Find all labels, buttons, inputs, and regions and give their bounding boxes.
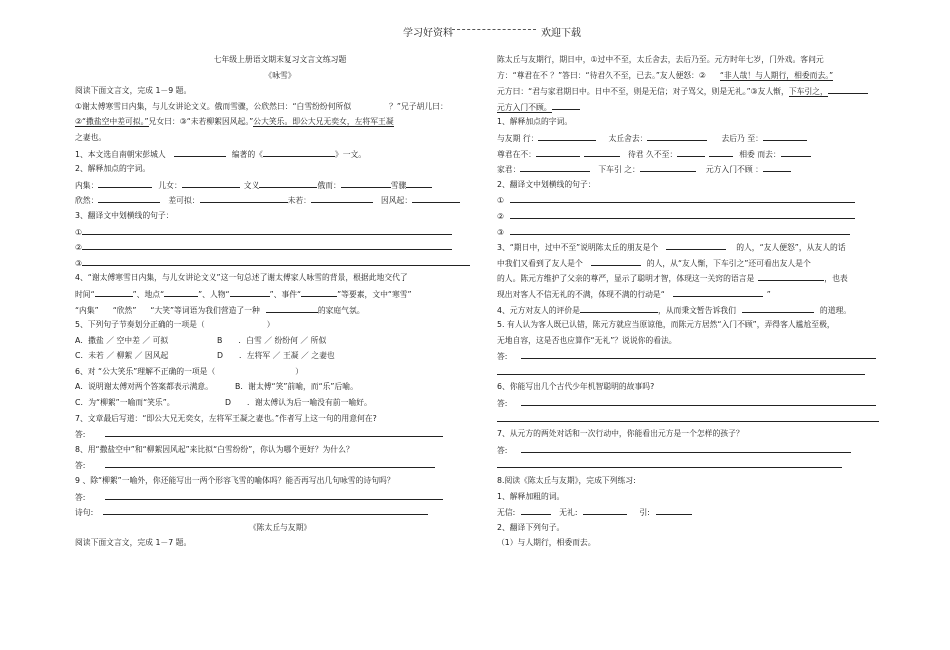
instructions-1: 阅读下面文言文，完成 1－9 题。 [75, 86, 192, 96]
option-b[interactable]: ．白雪 ／ 纷纷何 ／ 所似 [238, 335, 327, 345]
translation-line-3 [75, 255, 485, 271]
answer-line[interactable] [82, 224, 452, 235]
answer-line[interactable] [497, 411, 879, 422]
blank-field[interactable] [95, 286, 133, 297]
blank-field[interactable] [538, 130, 596, 141]
circle-number: ② [497, 211, 504, 221]
blank-field[interactable] [763, 161, 791, 172]
question-5-line-2: 无地自容，这是否也应算作“无礼”？说说你的看法。 [497, 335, 677, 345]
q4-text: “内集” [75, 305, 99, 315]
question-3-line-3 [497, 270, 899, 286]
question-8-2: 2、翻译下列句子。 [497, 522, 565, 532]
passage-text: 方：“尊君在不 ？”答曰：“待君久不至，已去。”友人便怒：② [497, 70, 706, 80]
blank-field[interactable] [174, 146, 226, 157]
translation-line-2 [497, 208, 899, 224]
q4-text: ”、人物“ [198, 289, 230, 299]
q4-text: ”、地点“ [132, 289, 165, 299]
answer-row-8 [75, 457, 485, 473]
poem-row [75, 504, 485, 520]
passage-line-1: 陈太丘与友期行，期日中，①过中不至，太丘舍去，去后乃至。元方时年七岁，门外戏。客问元 [497, 55, 824, 64]
circle-number: ③ [497, 227, 504, 237]
term-label: 太丘舍去： [608, 133, 648, 143]
blank-field[interactable] [520, 161, 590, 172]
answer-line[interactable] [105, 426, 443, 437]
blank-field[interactable] [781, 146, 811, 157]
circle-number: ① [75, 227, 82, 237]
answer-line[interactable] [82, 239, 452, 250]
term-label: 文义 [243, 180, 260, 190]
blank-field[interactable] [677, 146, 705, 157]
header-right-text: 欢迎下载 [541, 28, 581, 39]
passage-text: ？”兄子胡儿曰： [389, 101, 448, 111]
term-label: 下车引 之： [598, 165, 640, 175]
term-label: 差可拟： [168, 196, 200, 206]
section-title-yongxue: 《咏雪》 [264, 70, 296, 80]
underline-segment [828, 83, 868, 94]
passage-line-3 [497, 83, 899, 99]
q3-text: 3、“期日中，过中不至”说明陈太丘的朋友是个 [497, 243, 659, 253]
answer-line[interactable] [521, 348, 876, 359]
blank-field[interactable] [640, 161, 696, 172]
circle-number: ③ [75, 258, 82, 268]
q3-text: 中我们又看到了友人是个 [497, 258, 583, 268]
q5-text: ） [266, 320, 275, 330]
blank-field[interactable] [584, 146, 620, 157]
circle-number: ② [75, 243, 82, 253]
q4-text: 4、元方对友人的评价是 [497, 305, 580, 315]
term-label: 内集： [75, 180, 99, 190]
blank-field[interactable] [709, 146, 733, 157]
answer-row-6 [497, 395, 899, 411]
passage-line-3: 之妻也。 [75, 132, 107, 142]
q1-text: 1、本文选自南朝宋彭城人 [75, 149, 166, 159]
question-9: 9 、除“柳絮”一喻外，你还能写出一两个形容飞雪的喻体吗？能否再写出几句咏雪的诗句吗？ [75, 476, 395, 486]
blank-field[interactable] [763, 130, 807, 141]
q3-text: ” [766, 289, 771, 299]
blank-field[interactable] [164, 286, 198, 297]
q5-options-ab [75, 333, 485, 349]
underlined-sentence-2: “非人哉！与人期行，相委而去。” [719, 70, 834, 80]
option-d-label[interactable]: D [217, 351, 224, 361]
page-header [0, 24, 950, 40]
answer-label: 答: [497, 445, 508, 455]
instructions-2: 阅读下面文言文，完成 1－7 题。 [75, 538, 192, 548]
r3-row [497, 161, 899, 177]
blank-field[interactable] [647, 130, 707, 141]
blank-field[interactable] [656, 504, 692, 515]
question-1: 1、解释加点的字词。 [497, 117, 573, 127]
option-c[interactable]: C．未若 ／ 柳絮 ／ 因风起 [75, 351, 169, 361]
right-column [497, 52, 899, 551]
question-3-line-2 [497, 255, 899, 271]
term-label: 相委 而去： [739, 149, 781, 159]
q1-text: 编著的《 [231, 149, 263, 159]
term-label: 俄而： [317, 180, 341, 190]
blank-field[interactable] [200, 192, 288, 203]
question-2: 2、翻译文中划横线的句子： [497, 179, 596, 189]
question-6: 6、你能写出几个古代少年机智聪明的故事吗? [497, 382, 655, 392]
answer-label: 答: [75, 461, 86, 471]
left-column [75, 52, 485, 551]
q3-text: 的人，从“友人惭，下车引之”还可看出友人是个 [646, 258, 811, 268]
question-4-line-2 [75, 286, 485, 302]
blank-field[interactable] [301, 286, 337, 297]
question-3-line-1 [497, 239, 899, 255]
q4-text: “大笑”等词语为我们营造了一种 [150, 305, 260, 315]
blank-field[interactable] [266, 302, 318, 313]
q2-row-2 [75, 192, 485, 208]
r1-row [497, 130, 899, 146]
q3-text: ，也表 [824, 274, 848, 284]
answer-line[interactable] [510, 192, 855, 203]
blank-field[interactable] [580, 302, 658, 313]
answer-line[interactable] [510, 224, 850, 235]
translation-line-3 [497, 224, 899, 240]
poem-label: 诗句: [75, 508, 94, 518]
term-label: 与友期 行： [497, 133, 539, 143]
answer-row-7 [497, 442, 899, 458]
blank-field[interactable] [263, 146, 335, 157]
blank-field[interactable] [412, 192, 460, 203]
question-4-line-1: 4、“谢太傅寒雪日内集，与儿女讲论文义”这一句总述了谢太傅家人咏雪的背景，根据此地交代了 [75, 273, 408, 283]
blank-field[interactable] [341, 177, 391, 188]
answer-label: 答: [75, 492, 86, 502]
q6-options-cd [75, 395, 485, 411]
answer-line[interactable] [497, 364, 865, 375]
term-label: 儿女： [158, 180, 182, 190]
blank-field[interactable] [406, 177, 432, 188]
worksheet-title: 七年级上册语文期末复习文言文练习题 [213, 55, 347, 64]
answer-line[interactable] [105, 457, 435, 468]
answer-line[interactable] [521, 395, 876, 406]
q3-text: 的人。陈元方维护了父亲的尊严，显示了聪明才智，体现这一关窍的语言是 [497, 274, 755, 284]
q8-words-row [497, 504, 899, 520]
answer-line[interactable] [521, 442, 851, 453]
question-3: 3、翻译文中划横线的句子： [75, 210, 174, 220]
answer-row-6b [497, 411, 899, 427]
q4-text: ，从而秉文暂告诉我们 [657, 305, 736, 315]
blank-field[interactable] [521, 504, 551, 515]
question-5-line-1: 5. 有人认为客人既已认错，陈元方就应当原谅他，而陈元方居然“入门不顾”，弄得客人尴尬至极， [497, 320, 835, 330]
passage-text: ①谢太傅寒雪日内集，与儿女讲论文义。俄而雪骤，公欣然曰：“白雪纷纷何所似 [75, 101, 352, 111]
answer-row-7b [497, 457, 899, 473]
blank-field[interactable] [591, 255, 641, 266]
option-a[interactable]: A．说明谢太傅对两个答案都表示满意。 [75, 382, 213, 392]
passage-text: 兄女曰：③“未若柳絮因风起。” [148, 117, 254, 127]
q1-text: 》一文。 [334, 149, 367, 159]
question-1 [75, 146, 485, 162]
blank-field[interactable] [182, 177, 240, 188]
q5-text: 5、下列句子节奏划分正确的一项是（ [75, 320, 205, 330]
question-8-1: 1、解释加粗的词。 [497, 491, 565, 501]
answer-label: 答: [497, 399, 508, 409]
term-label: 待君 久不至： [627, 149, 678, 159]
q3-text: 现出对客人不信无礼的不满，体现不满的行动是“ [497, 289, 665, 299]
answer-label: 答: [497, 352, 508, 362]
option-d[interactable]: ．谢太傅认为后一喻没有前一喻好。 [247, 398, 372, 408]
blank-field[interactable] [758, 270, 824, 281]
answer-row-7 [75, 426, 485, 442]
q4-text: ”、事件“ [269, 289, 302, 299]
question-4-line-3 [75, 302, 485, 318]
blank-field[interactable] [311, 192, 373, 203]
q2-row-1 [75, 177, 485, 193]
answer-line[interactable] [82, 255, 470, 266]
q6-options-ab [75, 379, 485, 395]
section-title-chentaiqiu: 《陈太丘与友期》 [248, 522, 312, 532]
question-7: 7、从元方的两处对话和一次行动中，你能看出元方是一个怎样的孩子？ [497, 429, 744, 439]
question-8: 8.阅读《陈太丘与友期》，完成下列练习: [497, 476, 636, 486]
answer-row-5b [497, 364, 899, 380]
q6-text: ） [295, 366, 304, 376]
term-label: 无礼: [559, 508, 578, 518]
answer-line[interactable] [510, 208, 855, 219]
answer-row-5a [497, 348, 899, 364]
underlined-sentence-1: ②“撒盐空中差可拟。” [75, 117, 149, 127]
header-dash-line [452, 29, 536, 30]
passage-line-4 [497, 99, 899, 115]
question-3-line-4 [497, 286, 899, 302]
option-a[interactable]: A．撒盐 ／ 空中差 ／ 可拟 [75, 335, 169, 345]
answer-line[interactable] [103, 504, 428, 515]
underlined-sentence-3: 公大笑乐。即公大兄无奕女，左将军王凝 [253, 117, 394, 127]
passage-line-2 [497, 68, 899, 84]
blank-field[interactable] [98, 192, 160, 203]
term-label: 元方入门不顾 ： [705, 165, 763, 175]
q4-text: 的家庭气氛。 [317, 305, 365, 315]
underlined-sentence-3: 下车引之， [788, 87, 828, 97]
term-label: 因风起： [380, 196, 413, 206]
term-label: 欣然： [75, 196, 99, 206]
blank-field[interactable] [673, 286, 763, 297]
term-label: 去后乃 至： [721, 133, 763, 143]
option-d[interactable]: ．左将军 ／ 王凝 ／ 之妻也 [239, 351, 335, 361]
blank-field[interactable] [98, 177, 152, 188]
question-8: 8、用“撒盐空中”和“柳絮因风起”来比拟“白雪纷纷”，你认为哪个更好？为什么？ [75, 444, 354, 454]
question-6 [75, 364, 485, 380]
underlined-sentence-3b: 元方入门不顾。 [497, 102, 552, 112]
translation-line-2 [75, 239, 485, 255]
blank-field[interactable] [536, 146, 580, 157]
underline-segment [552, 99, 580, 110]
q4-text: “欣然” [112, 305, 137, 315]
term-label: 家君： [497, 165, 521, 175]
q4-text: 的道理。 [819, 305, 852, 315]
passage-line-2 [75, 114, 485, 130]
blank-field[interactable] [666, 239, 726, 250]
q4-text: ”等要素，文中“寒雪” [337, 289, 412, 299]
term-label: 引: [639, 508, 650, 518]
question-7: 7、文章最后写道：“即公大兄无奕女，左将军王凝之妻也。”作者写上这一句的用意何在? [75, 413, 377, 423]
q4-text: 时间“ [75, 289, 95, 299]
blank-field[interactable] [259, 177, 317, 188]
passage-line-1 [75, 99, 485, 115]
option-c[interactable]: C．为“柳絮”一喻而“笑乐”。 [75, 398, 175, 408]
question-8-2-1: （1）与人期行，相委而去。 [497, 538, 596, 548]
translation-line-1 [497, 192, 899, 208]
q5-options-cd [75, 348, 485, 364]
passage-text: 元方曰：“君与家君期日中。日中不至，则是无信；对子骂父，则是无礼。”③友人惭， [497, 87, 789, 97]
answer-label: 答: [75, 430, 86, 440]
option-b[interactable]: B．谢太傅“笑”前喻，而“乐”后喻。 [235, 382, 358, 392]
header-left-text: 学习好资料 [403, 28, 453, 39]
option-d-label[interactable]: D [225, 398, 232, 408]
answer-row-9 [75, 489, 485, 505]
r2-row [497, 146, 899, 162]
answer-line[interactable] [105, 489, 443, 500]
translation-line-1 [75, 224, 485, 240]
term-label: 雪骤 [390, 180, 407, 190]
blank-field[interactable] [583, 504, 627, 515]
answer-line[interactable] [497, 457, 842, 468]
circle-number: ① [497, 196, 504, 206]
blank-field[interactable] [742, 302, 814, 313]
term-label: 尊君在不： [497, 149, 536, 159]
question-4 [497, 302, 899, 318]
q6-text: 6、对 “公大笑乐”理解不正确的一项是（ [75, 366, 216, 376]
term-label: 无信: [497, 508, 516, 518]
term-label: 未若： [287, 196, 311, 206]
blank-field[interactable] [230, 286, 270, 297]
option-b-label[interactable]: B [217, 335, 223, 345]
question-5 [75, 317, 485, 333]
question-2: 2、解释加点的字词。 [75, 164, 151, 174]
q3-text: 的人，“友人便怒”，从友人的话 [736, 243, 846, 253]
